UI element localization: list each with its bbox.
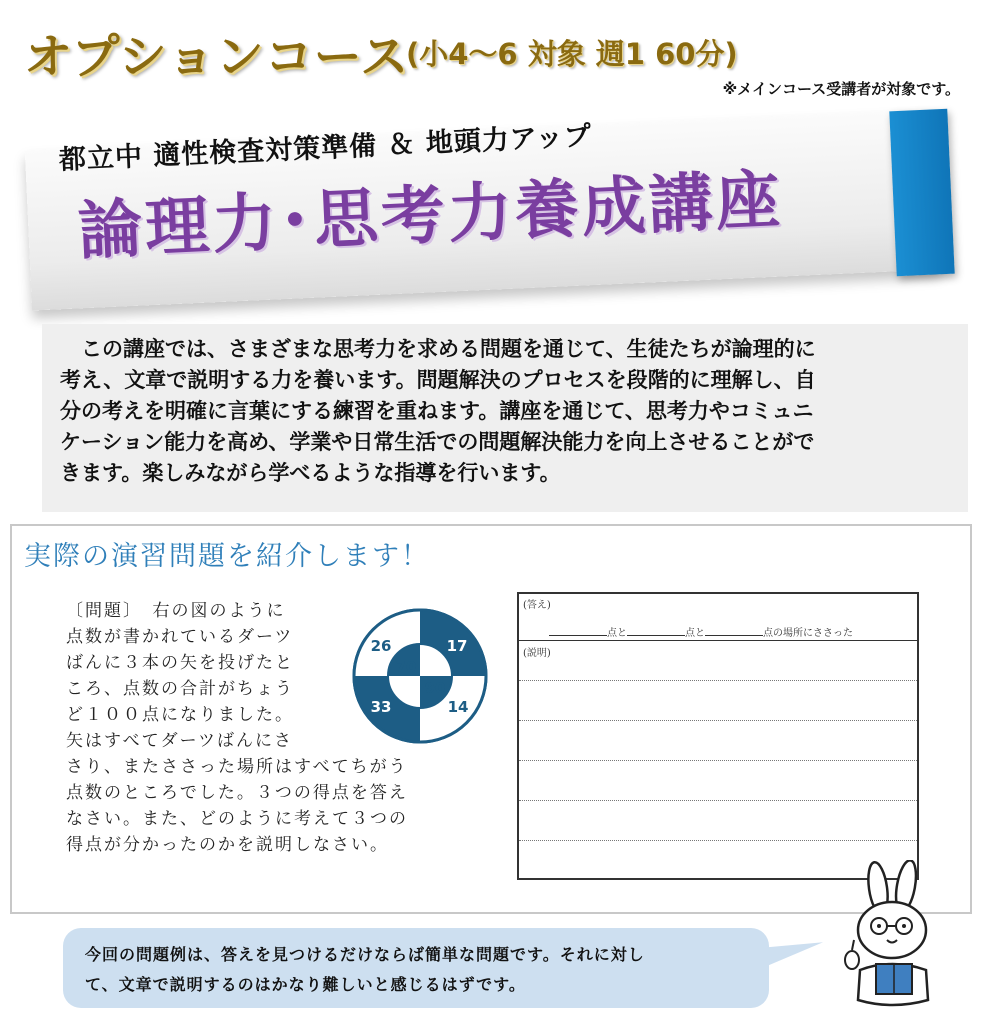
problem-line: なさい。また、どのように考えて３つの <box>66 809 408 829</box>
practice-section <box>10 524 972 914</box>
outer-score: 26 <box>370 637 392 655</box>
problem-line: ばんに３本の矢を投げたと <box>66 653 294 673</box>
rabbit-mascot-illustration <box>832 860 962 1010</box>
answer-blank-3[interactable] <box>705 635 763 636</box>
banner-blue-tab <box>889 109 954 276</box>
explanation-line[interactable] <box>519 680 917 681</box>
bubble-line: 今回の問題例は、答えを見つけるだけならば簡単な問題です。それに対し <box>85 945 645 964</box>
inner-score: 90 <box>424 679 446 697</box>
problem-line: さり、またささった場所はすべてちがう <box>66 757 408 777</box>
problem-line: ころ、点数の合計がちょう <box>66 679 294 699</box>
answer-connector: 点と <box>607 628 627 639</box>
answer-line <box>549 624 853 639</box>
problem-line: 得点が分かったのかを説明しなさい。 <box>66 835 389 855</box>
answer-tail: 点の場所にささった <box>763 628 853 639</box>
course-subtitle: (小4～6 対象 週1 60分) <box>406 37 738 71</box>
problem-line: ど１００点になりました。 <box>66 705 294 725</box>
answer-sheet <box>517 592 919 880</box>
explanation-line[interactable] <box>519 760 917 761</box>
answer-connector: 点と <box>685 628 705 639</box>
banner-kicker: 都立中 適性検査対策準備 ＆ 地頭力アップ <box>58 120 593 176</box>
intro-line: 分の考えを明確に言葉にする練習を重ねます。講座を通じて、思考力やコミュニ <box>60 399 814 423</box>
intro-line: この講座では、さまざまな思考力を求める問題を通じて、生徒たちが論理的に <box>60 337 816 361</box>
inner-score: 70 <box>395 658 417 676</box>
explanation-label: (説明) <box>523 648 551 659</box>
answer-divider <box>519 640 917 641</box>
outer-score: 33 <box>370 698 392 716</box>
explanation-line[interactable] <box>519 840 917 841</box>
intro-line: 考え、文章で説明する力を養います。問題解決のプロセスを段階的に理解し、自 <box>60 368 816 392</box>
banner-main-title: 論理力･思考力養成講座 <box>76 163 785 270</box>
speech-bubble <box>63 928 769 1008</box>
practice-title: 実際の演習問題を紹介します！ <box>24 541 430 572</box>
problem-line: 矢はすべてダーツばんにさ <box>66 731 293 751</box>
outer-score: 17 <box>446 637 468 655</box>
explanation-line[interactable] <box>519 720 917 721</box>
outer-score: 14 <box>447 698 469 716</box>
inner-score: 60 <box>395 679 417 697</box>
bubble-line: て、文章で説明するのはかなり難しいと感じるはずです。 <box>85 975 526 994</box>
intro-line: ケーション能力を高め、学業や日常生活での問題解決能力を向上させることがで <box>60 430 815 454</box>
course-title: オプションコース <box>24 29 410 85</box>
intro-box <box>42 324 968 512</box>
explanation-line[interactable] <box>519 800 917 801</box>
dartboard-diagram <box>350 606 490 746</box>
answer-blank-1[interactable] <box>549 635 607 636</box>
problem-line: 点数のところでした。３つの得点を答え <box>66 783 408 803</box>
target-note: ※メインコース受講者が対象です。 <box>722 80 960 98</box>
answer-label: (答え) <box>523 600 551 611</box>
answer-blank-2[interactable] <box>627 635 685 636</box>
intro-line: きます。楽しみながら学べるような指導を行います。 <box>60 461 561 485</box>
inner-score: 80 <box>424 658 446 676</box>
problem-line: 〔問題〕 右の図のように <box>66 601 286 621</box>
problem-line: 点数が書かれているダーツ <box>66 627 294 647</box>
